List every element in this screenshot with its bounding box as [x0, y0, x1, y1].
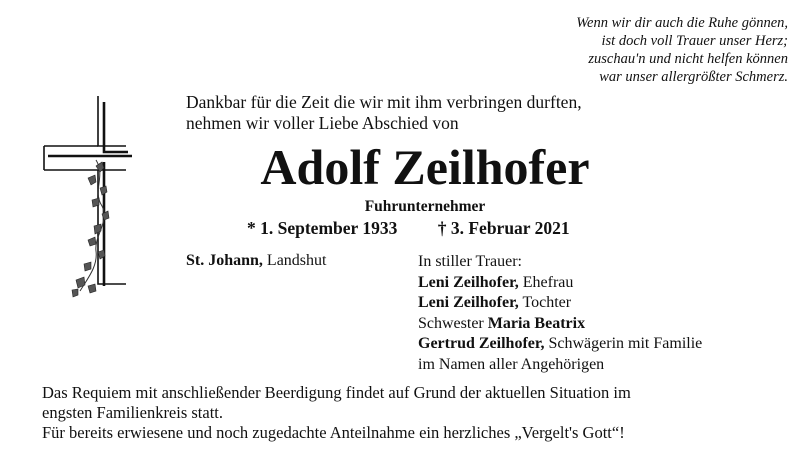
poem-line: zuschau'n und nicht helfen können [588, 51, 788, 67]
poem-line: war unser allergrößter Schmerz. [599, 69, 788, 85]
poem-line: Wenn wir dir auch die Ruhe gönnen, [576, 15, 788, 31]
mourners-list [418, 252, 702, 375]
mourner-entry [418, 273, 702, 294]
mourner-entry [418, 334, 702, 355]
intro-text [186, 92, 582, 134]
poem-line: ist doch voll Trauer unser Herz; [601, 33, 788, 49]
deceased-profession: Fuhrunternehmer [364, 198, 486, 215]
intro-line: Dankbar für die Zeit die wir mit ihm verbringen durften, [186, 92, 582, 112]
birth-date: * 1. September 1933 [247, 218, 398, 238]
location [186, 252, 326, 270]
mourner-name: Gertrud Zeilhofer, [418, 335, 545, 352]
footer-line: Das Requiem mit anschließender Beerdigung findet auf Grund der aktuellen Situation im [42, 383, 631, 402]
mourner-relation: Schwägerin mit Familie [548, 335, 703, 352]
mourner-relation: Ehefrau [522, 273, 574, 291]
poem [470, 14, 788, 86]
mourners-heading: In stiller Trauer: [418, 253, 522, 270]
mourner-relation: Tochter [522, 294, 572, 311]
mourners-closing: im Namen aller Angehörigen [418, 355, 605, 373]
mourner-name: Leni Zeilhofer, [418, 273, 519, 291]
life-dates [247, 218, 570, 239]
mourner-prefix: Schwester [418, 314, 484, 332]
location-place: St. Johann, [186, 252, 263, 269]
mourner-name: Leni Zeilhofer, [418, 294, 519, 311]
footer-text [42, 383, 631, 443]
mourner-name: Maria Beatrix [487, 314, 586, 332]
deceased-name: Adolf Zeilhofer [260, 139, 590, 195]
death-date: † 3. Februar 2021 [437, 218, 570, 238]
location-town: Landshut [266, 252, 327, 269]
mourner-entry [418, 314, 702, 335]
footer-line: Für bereits erwiesene und noch zugedachte Anteilnahme ein herzliches „Vergelt's Gott“! [42, 423, 625, 442]
footer-line: engsten Familienkreis statt. [42, 403, 224, 422]
mourner-entry [418, 293, 702, 314]
intro-line: nehmen wir voller Liebe Abschied von [186, 113, 459, 133]
